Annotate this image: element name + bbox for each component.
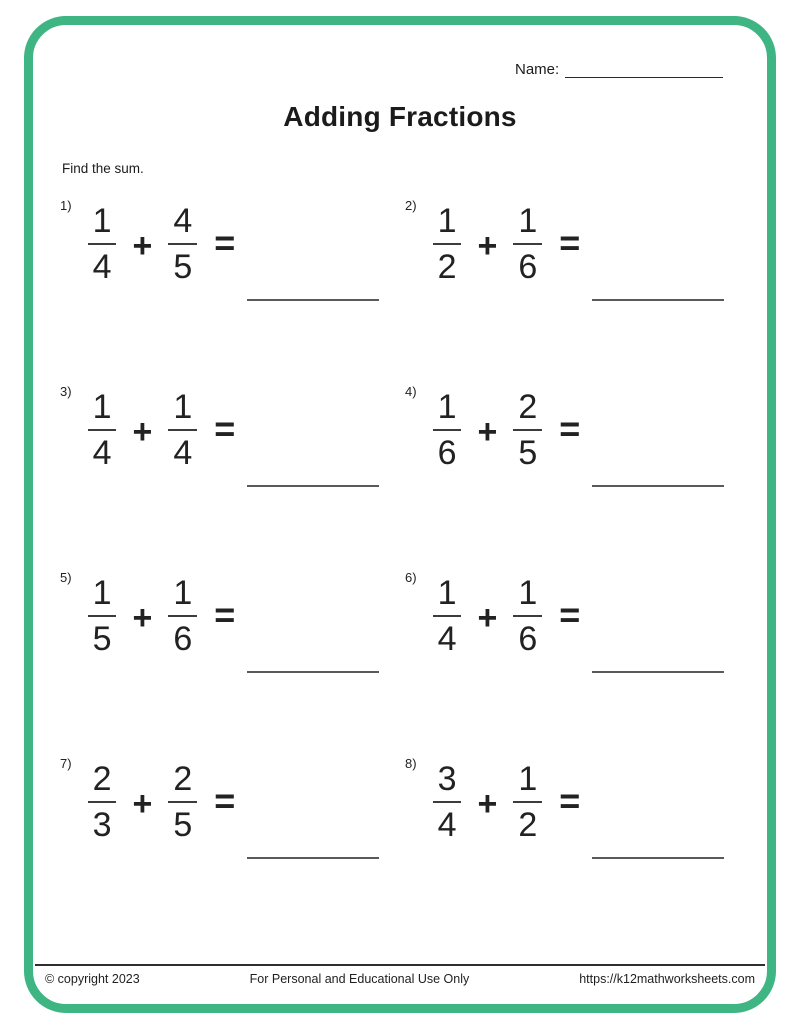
name-label: Name: [515,61,560,78]
fraction-1-numerator: 1 [437,387,457,426]
fraction-1-denominator: 6 [433,429,462,472]
equals-sign: = [559,222,581,263]
footer-url: https://k12mathworksheets.com [579,972,755,986]
fraction-2-denominator: 4 [168,429,197,472]
fraction-1-numerator: 3 [437,759,457,798]
answer-blank [247,857,379,859]
fraction-2 [513,574,542,658]
answer-blank [592,485,724,487]
fraction-2-denominator: 6 [168,615,197,658]
fraction-2-denominator: 6 [513,615,542,658]
fraction-1 [433,202,462,286]
problem [405,568,750,664]
problems-grid [60,196,752,940]
problem [60,568,405,664]
equals-sign: = [559,408,581,449]
fraction-2 [168,202,197,286]
fraction-2-denominator: 5 [168,801,197,844]
footer-divider [35,964,765,966]
problem-number: 1) [60,198,72,213]
equals-sign: = [214,780,236,821]
fraction-2-denominator: 5 [168,243,197,286]
fraction-2-numerator: 1 [518,201,538,240]
fraction-2-numerator: 1 [173,573,193,612]
fraction-1 [433,760,462,844]
fraction-2-denominator: 6 [513,243,542,286]
fraction-1-denominator: 4 [88,243,117,286]
fraction-1-numerator: 1 [92,387,112,426]
plus-sign: + [132,412,153,451]
footer [45,972,755,986]
plus-sign: + [477,412,498,451]
fraction-2 [513,760,542,844]
fraction-1 [88,760,117,844]
fraction-2-numerator: 1 [518,573,538,612]
equals-sign: = [214,408,236,449]
fraction-2-numerator: 1 [173,387,193,426]
problem [405,382,750,478]
plus-sign: + [477,784,498,823]
fraction-1-denominator: 5 [88,615,117,658]
footer-copyright: © copyright 2023 [45,972,140,986]
fraction-1-numerator: 1 [92,201,112,240]
fraction-1-numerator: 1 [92,573,112,612]
answer-blank [592,671,724,673]
problem-number: 2) [405,198,417,213]
problem-number: 5) [60,570,72,585]
equals-sign: = [214,594,236,635]
fraction-1-numerator: 1 [437,573,457,612]
fraction-1-denominator: 4 [433,615,462,658]
answer-blank [592,857,724,859]
problem [60,382,405,478]
problem [60,196,405,292]
problem [405,754,750,850]
fraction-1 [433,388,462,472]
fraction-2 [168,760,197,844]
fraction-2-numerator: 2 [518,387,538,426]
problem-number: 8) [405,756,417,771]
problem [405,196,750,292]
fraction-1-denominator: 4 [433,801,462,844]
page-title: Adding Fractions [283,101,517,132]
plus-sign: + [132,598,153,637]
fraction-2-numerator: 4 [173,201,193,240]
problem [60,754,405,850]
fraction-2 [513,388,542,472]
fraction-1-denominator: 4 [88,429,117,472]
fraction-1-denominator: 3 [88,801,117,844]
fraction-2 [168,574,197,658]
footer-usage-note: For Personal and Educational Use Only [249,972,470,986]
fraction-1 [88,202,117,286]
fraction-1 [433,574,462,658]
fraction-2-numerator: 2 [173,759,193,798]
fraction-2 [168,388,197,472]
fraction-1 [88,388,117,472]
name-blank-line [565,60,723,78]
equals-sign: = [214,222,236,263]
name-field-row [515,60,723,78]
fraction-2-denominator: 5 [513,429,542,472]
problem-number: 6) [405,570,417,585]
equals-sign: = [559,594,581,635]
problem-number: 4) [405,384,417,399]
fraction-1-numerator: 1 [437,201,457,240]
plus-sign: + [477,598,498,637]
fraction-1-denominator: 2 [433,243,462,286]
equals-sign: = [559,780,581,821]
fraction-1-numerator: 2 [92,759,112,798]
problem-number: 3) [60,384,72,399]
fraction-2-numerator: 1 [518,759,538,798]
instruction-text: Find the sum. [62,161,144,176]
answer-blank [247,671,379,673]
answer-blank [247,299,379,301]
problem-number: 7) [60,756,72,771]
fraction-2 [513,202,542,286]
plus-sign: + [132,226,153,265]
answer-blank [247,485,379,487]
answer-blank [592,299,724,301]
fraction-1 [88,574,117,658]
fraction-2-denominator: 2 [513,801,542,844]
plus-sign: + [132,784,153,823]
plus-sign: + [477,226,498,265]
